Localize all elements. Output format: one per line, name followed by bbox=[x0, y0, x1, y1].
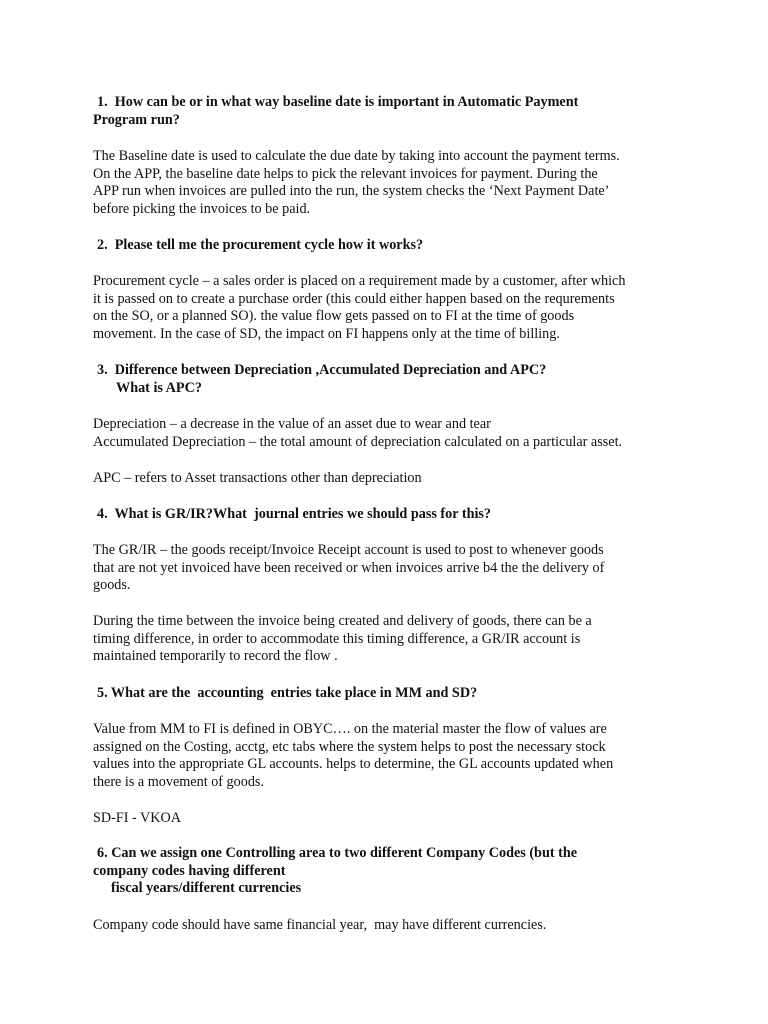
answer-2-line-2: it is passed on to create a purchase order (this could either happen based on the requrements bbox=[93, 290, 615, 307]
answer-5-line-4: there is a movement of goods. bbox=[93, 773, 264, 790]
answer-4-timing-line-3: maintained temporarily to record the flow . bbox=[93, 648, 338, 665]
question-5-line-1: 5. What are the accounting entries take place in MM and SD? bbox=[97, 685, 478, 701]
question-4-line-1: 4. What is GR/IR?What journal entries we should pass for this? bbox=[97, 506, 492, 522]
answer-2 bbox=[93, 273, 693, 343]
answer-5-line-2: assigned on the Costing, acctg, etc tabs where the system helps to post the necessary stock bbox=[93, 738, 606, 755]
question-2 bbox=[93, 237, 693, 255]
question-3-line-1: 3. Difference between Depreciation ,Accumulated Depreciation and APC? bbox=[97, 362, 547, 378]
answer-2-line-1: Procurement cycle – a sales order is placed on a requirement made by a customer, after which bbox=[93, 273, 626, 289]
answer-2-line-4: movement. In the case of SD, the impact on FI happens only at the time of billing. bbox=[93, 325, 560, 342]
answer-4-timing-line-2: timing difference, in order to accommodate this timing difference, a GR/IR account is bbox=[93, 630, 581, 647]
answer-5 bbox=[93, 721, 693, 791]
answer-4 bbox=[93, 542, 693, 595]
question-6-line-3: fiscal years/different currencies bbox=[111, 880, 302, 897]
answer-6 bbox=[93, 917, 693, 935]
question-6-line-1: 6. Can we assign one Controlling area to two different Company Codes (but the bbox=[97, 845, 578, 861]
question-5 bbox=[93, 685, 693, 703]
answer-3-apc bbox=[93, 470, 693, 488]
answer-4-timing-line-1: During the time between the invoice being created and delivery of goods, there can be a bbox=[93, 613, 592, 629]
answer-5-sd-fi bbox=[93, 810, 693, 828]
question-6-line-2: company codes having different bbox=[93, 862, 286, 879]
answer-1-line-3: APP run when invoices are pulled into the run, the system checks the ‘Next Payment Date’ bbox=[93, 183, 610, 200]
answer-5-line-3: values into the appropriate GL accounts. helps to determine, the GL accounts updated when bbox=[93, 756, 614, 773]
question-1-line-1: 1. How can be or in what way baseline date is important in Automatic Payment bbox=[97, 94, 579, 110]
answer-6-line-1: Company code should have same financial year, may have different currencies. bbox=[93, 917, 547, 933]
answer-3 bbox=[93, 416, 693, 451]
answer-1-line-4: before picking the invoices to be paid. bbox=[93, 200, 311, 217]
question-3-line-2: What is APC? bbox=[116, 379, 202, 396]
question-3 bbox=[93, 362, 693, 397]
answer-2-line-3: on the SO, or a planned SO). the value flow gets passed on to FI at the time of goods bbox=[93, 308, 575, 325]
answer-1-line-1: The Baseline date is used to calculate the due date by taking into account the payment terms. bbox=[93, 148, 620, 164]
question-4 bbox=[93, 506, 693, 524]
answer-4-line-2: that are not yet invoiced have been received or when invoices arrive b4 the the delivery of bbox=[93, 559, 605, 576]
question-2-line-1: 2. Please tell me the procurement cycle how it works? bbox=[97, 237, 424, 253]
question-1-line-2: Program run? bbox=[93, 111, 180, 128]
question-1 bbox=[93, 94, 693, 129]
question-6 bbox=[93, 845, 693, 898]
answer-3-apc-line-1: APC – refers to Asset transactions other than depreciation bbox=[93, 470, 422, 486]
answer-5-line-1: Value from MM to FI is defined in OBYC…. on the material master the flow of values are bbox=[93, 721, 607, 737]
answer-3-line-1: Depreciation – a decrease in the value of an asset due to wear and tear bbox=[93, 416, 491, 432]
answer-1 bbox=[93, 148, 693, 218]
answer-3-line-2: Accumulated Depreciation – the total amount of depreciation calculated on a particular asset. bbox=[93, 433, 623, 450]
answer-4-line-1: The GR/IR – the goods receipt/Invoice Receipt account is used to post to whenever goods bbox=[93, 542, 604, 558]
answer-4-line-3: goods. bbox=[93, 577, 131, 594]
answer-4-timing bbox=[93, 613, 693, 666]
answer-5-sd-fi-line-1: SD-FI - VKOA bbox=[93, 810, 182, 826]
answer-1-line-2: On the APP, the baseline date helps to pick the relevant invoices for payment. During the bbox=[93, 165, 598, 182]
